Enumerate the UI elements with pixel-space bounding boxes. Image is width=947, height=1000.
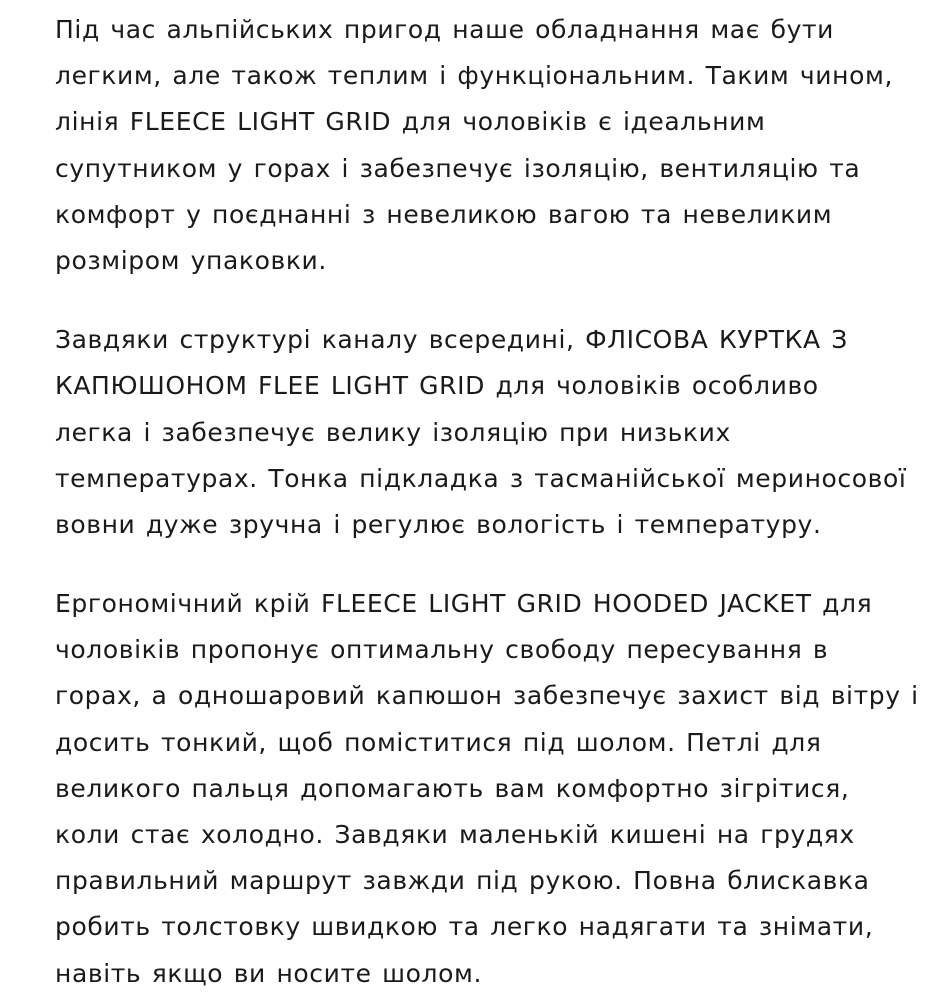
text-line: великого пальця допомагають вам комфортно зігрітися, — [55, 773, 850, 803]
text-line: горах, а одношаровий капюшон забезпечує захист від вітру і — [55, 681, 919, 711]
text-line: супутником у горах і забезпечує ізоляцію, вентиляцію та — [55, 153, 861, 183]
text-line: навіть якщо ви носите шолом. — [55, 958, 483, 988]
text-line: Ергономічний крій FLEECE LIGHT GRID HOODED JACKET для — [55, 589, 873, 619]
text-line: вовни дуже зручна і регулює вологість і температуру. — [55, 509, 822, 539]
text-line: робить толстовку швидкою та легко надягати та знімати, — [55, 912, 874, 942]
paragraph-alpine-equipment — [55, 7, 925, 284]
text-line: легким, але також теплим і функціональним. Таким чином, — [55, 61, 893, 91]
text-line: коли стає холодно. Завдяки маленькій кишені на грудях — [55, 820, 855, 849]
text-line: Під час альпійських пригод наше обладнання має бути — [55, 15, 834, 44]
text-line: температурах. Тонка підкладка з тасманійської мериносової — [55, 463, 907, 493]
paragraph-spacer — [55, 284, 925, 317]
text-line: комфорт у поєднанні з невеликою вагою та невеликим — [55, 199, 833, 229]
text-line: чоловіків пропонує оптимальну свободу пересування в — [55, 635, 829, 665]
text-line: Завдяки структурі каналу всередині, ФЛІСОВА КУРТКА З — [55, 325, 848, 355]
text-line: розміром упаковки. — [55, 245, 327, 275]
text-line: КАПЮШОНОМ FLEE LIGHT GRID для чоловіків особливо — [55, 371, 819, 401]
paragraph-channel-structure — [55, 317, 925, 548]
text-line: легка і забезпечує велику ізоляцію при низьких — [55, 417, 731, 447]
text-line: досить тонкий, щоб поміститися під шолом. Петлі для — [55, 727, 822, 757]
paragraph-spacer — [55, 548, 925, 581]
text-line: правильний маршрут завжди під рукою. Повна блискавка — [55, 866, 870, 896]
product-description — [55, 7, 925, 997]
paragraph-ergonomic-cut — [55, 581, 925, 997]
text-line: лінія FLEECE LIGHT GRID для чоловіків є ідеальним — [55, 107, 766, 137]
